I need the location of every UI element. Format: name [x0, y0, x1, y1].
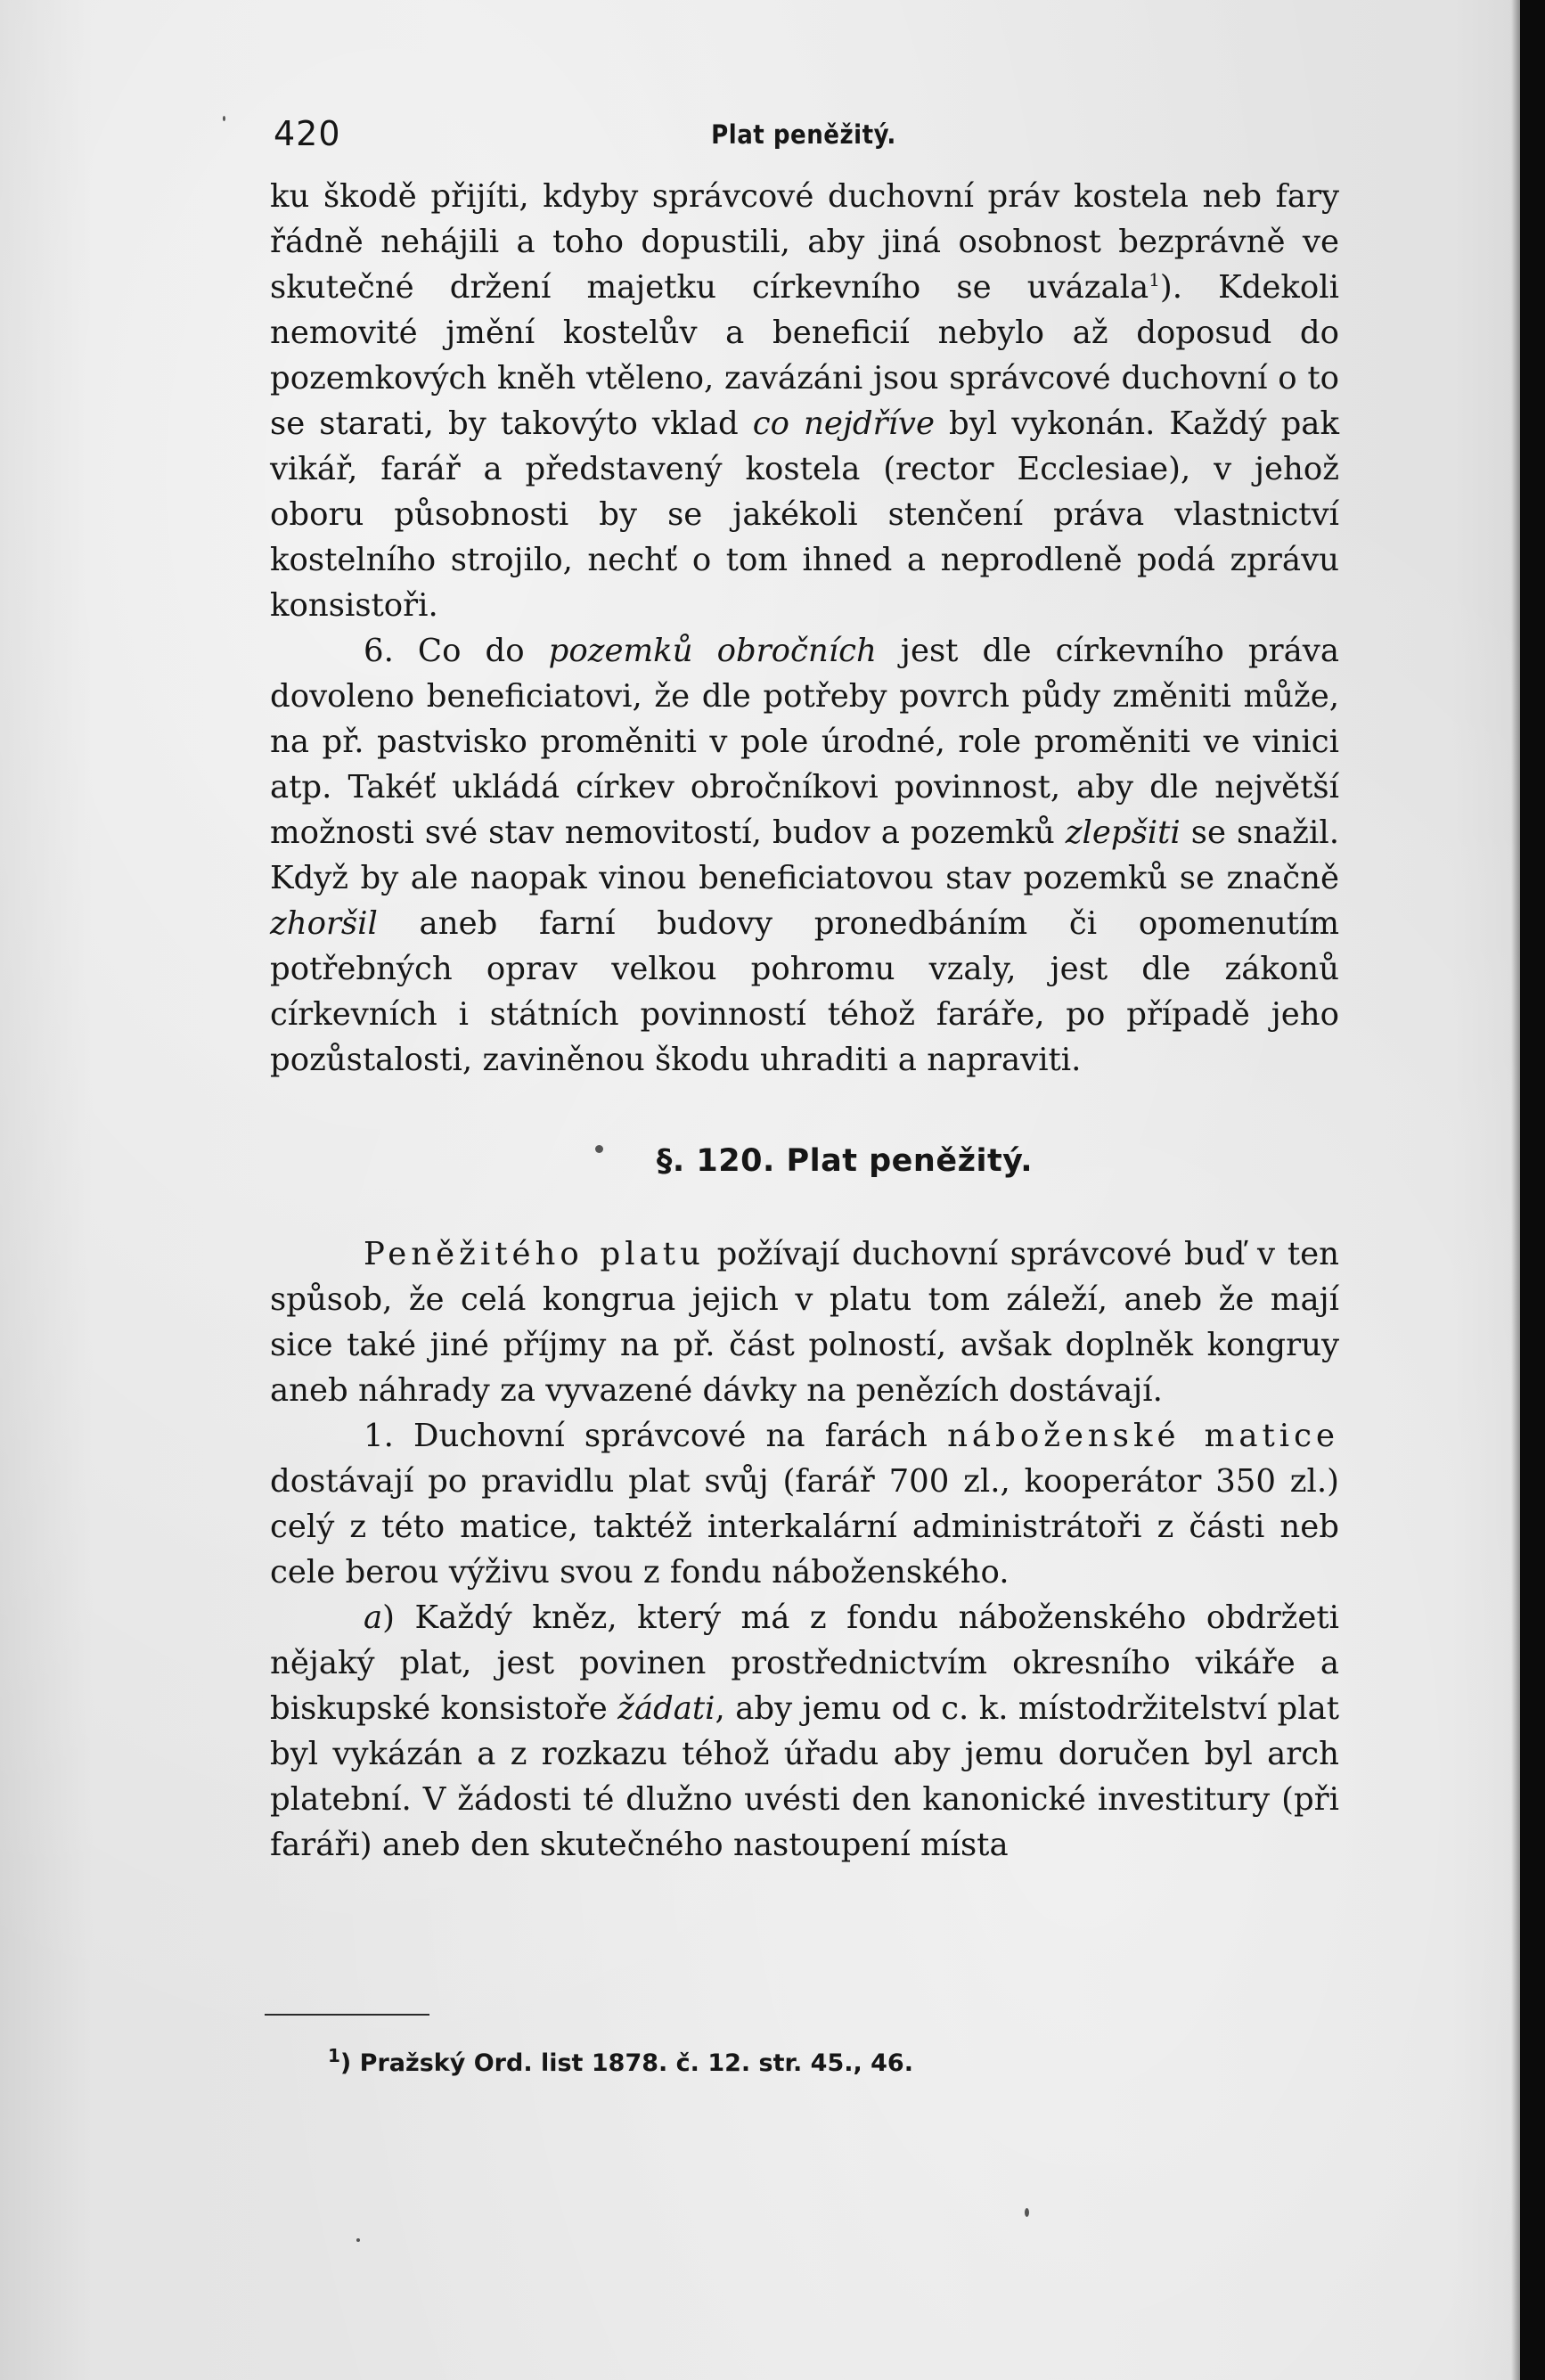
emphasis: pozemků obročních — [548, 633, 877, 669]
emphasis: a — [364, 1599, 383, 1636]
text-run: , aby jemu od c. k. místodržitelství plat byl vykázán a z rozkazu téhož úřadu aby jemu doručen byl arch platební. V žádosti té dlužno uvésti den kanonické investitury (při faráři) aneb den skutečného nastoupení místa — [270, 1690, 1339, 1863]
footnote-ref: 1 — [1149, 269, 1160, 291]
text-run: 1. Duchovní správcové na farách — [364, 1418, 948, 1454]
text-run: 6. Co do — [364, 633, 549, 669]
footnote-rule — [265, 2014, 429, 2016]
page-header — [274, 114, 1334, 159]
body-text — [270, 174, 1339, 1868]
spaced-emphasis: náboženské matice — [947, 1418, 1339, 1454]
text-run: se snažil. Když by ale naopak vinou beneficiatovou stav pozemků se značně — [270, 814, 1339, 896]
scan-speck — [223, 116, 225, 121]
book-binding-edge — [1520, 0, 1545, 2380]
emphasis: žádati — [617, 1690, 715, 1727]
emphasis: co nejdříve — [752, 405, 935, 442]
page-number: 420 — [274, 114, 341, 153]
footnote-text: ) Pražský Ord. list 1878. č. 12. str. 45., 46. — [339, 2049, 913, 2077]
section-heading: §. 120. Plat peněžitý. — [656, 1143, 1034, 1179]
paragraph-item-1 — [270, 1413, 1339, 1595]
text-run: aneb farní budovy pronedbáním či opomenutím potřebných oprav velkou pohromu vzaly, jest dle zákonů církevních i státních povinností téhož faráře, po případě jeho pozůstalosti, zaviněnou škodu uhraditi a napraviti. — [270, 905, 1339, 1078]
scan-speck — [595, 1145, 603, 1153]
paragraph-continuation — [270, 174, 1339, 628]
running-title: Plat peněžitý. — [711, 119, 896, 150]
page-edge-shadow — [1511, 0, 1520, 2380]
paragraph-intro — [270, 1231, 1339, 1413]
scan-speck — [356, 2238, 360, 2242]
text-run: požívají duchovní správcové buď v ten spůsob, že celá kongrua jejich v platu tom záleží, aneb že mají sice také jiné příjmy na př. část polností, avšak doplněk kongruy aneb náhrady za vyvazené dávky na penězích dostávají. — [270, 1236, 1339, 1409]
paragraph-item-6 — [270, 628, 1339, 1083]
emphasis: zlepšiti — [1065, 814, 1181, 851]
text-run: dostávají po pravidlu plat svůj (farář 700 zl., kooperátor 350 zl.) celý z této matice, taktéž interkalární administrátoři z části neb cele berou výživu svou z fondu náboženského. — [270, 1463, 1339, 1591]
text-run: ku škodě přijíti, kdyby správcové duchovní práv kostela neb fary řádně nehájili a toho dopustili, aby jiná osobnost bezprávně ve skutečné držení majetku církevního se uvázala — [270, 178, 1339, 306]
spaced-emphasis: Peněžitého platu — [364, 1236, 705, 1272]
footnote — [328, 2045, 1308, 2080]
text-run: byl vykonán. Každý pak vikář, farář a představený kostela (rector Ecclesiae), v jehož oboru působnosti by se jakékoli stenčení práva vlastnictví kostelního strojilo, nechť o tom ihned a neprodleně podá zprávu konsistoři. — [270, 405, 1339, 624]
text-run: ) Každý kněz, který má z fondu náboženského obdržeti nějaký plat, jest povinen prostřednictvím okresního vikáře a biskupské konsistoře — [270, 1599, 1339, 1727]
emphasis: zhoršil — [270, 905, 378, 942]
scan-speck — [1025, 2208, 1029, 2217]
footnote-marker: 1 — [328, 2045, 340, 2066]
text-run: jest dle církevního práva dovoleno beneficiatovi, že dle potřeby povrch půdy změniti může, na př. pastvisko proměniti v pole úrodné, role proměniti ve vinici atp. Takéť ukládá církev obročníkovi povinnost, aby dle největší možnosti své stav nemovitostí, budov a pozemků — [270, 633, 1340, 851]
text-run: ). Kdekoli nemovité jmění kostelův a beneficií nebylo až doposud do pozemkových kněh vtěleno, zavázáni jsou správcové duchovní o to se starati, by takovýto vklad — [270, 269, 1340, 442]
paragraph-item-a — [270, 1595, 1339, 1868]
